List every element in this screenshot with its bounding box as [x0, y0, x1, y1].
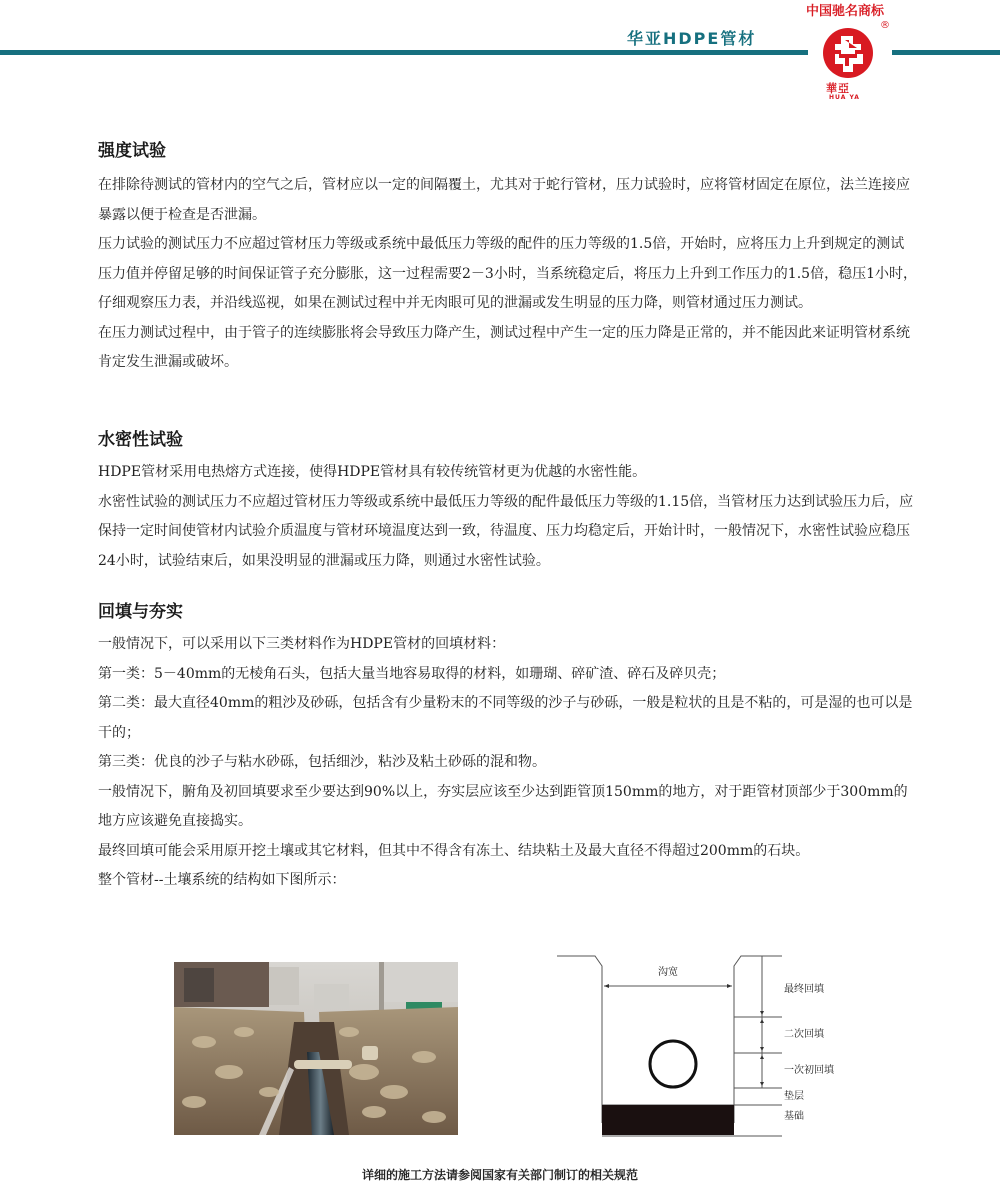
footer-note: 详细的施工方法请参阅国家有关部门制订的相关规范 — [361, 1168, 638, 1182]
section-body-watertight-test — [98, 458, 918, 576]
diagram-label-foundation: 基础 — [784, 1111, 804, 1122]
paragraph: 整个管材--土壤系统的结构如下图所示： — [98, 872, 346, 888]
paragraph: 压力试验的测试压力不应超过管材压力等级或系统中最低压力等级的配件的压力等级的1.5倍，开始时，应将压力上升到规定的测试压力值并停留足够的时间保证管子充分膨胀，这一过程需要2－3小时，当系统稳定后，将压力上升到工作压力的1.5倍，稳压1小时，仔细观察压力表，并沿线巡视，如果在测试过程中并无肉眼可见的泄漏或发生明显的压力降，则管材通过压力测试。 — [98, 236, 917, 311]
diagram-label-initial-backfill: 一次初回填 — [784, 1065, 834, 1076]
diagram-label-trench-width: 沟宽 — [658, 967, 678, 978]
paragraph: 第三类：优良的沙子与粘水砂砾，包括细沙，粘沙及粘土砂砾的混和物。 — [98, 754, 546, 770]
paragraph: 在压力测试过程中，由于管子的连续膨胀将会导致压力降产生，测试过程中产生一定的压力降是正常的，并不能因此来证明管材系统肯定发生泄漏或破坏。 — [98, 324, 910, 370]
pipe-section — [650, 1041, 696, 1087]
section-title-strength-test: 强度试验 — [98, 141, 166, 161]
header-rule-right — [892, 50, 1000, 55]
brand-title: 华亚HDPE管材 — [627, 29, 757, 48]
section-body-backfill — [98, 630, 918, 896]
header-rule-left — [0, 50, 808, 55]
paragraph: 第一类：5－40mm的无棱角石头，包括大量当地容易取得的材料，如珊瑚、碎矿渣、碎石及碎贝壳； — [98, 665, 726, 682]
paragraph: 一般情况下，可以采用以下三类材料作为HDPE管材的回填材料： — [98, 636, 506, 652]
section-title-watertight-test: 水密性试验 — [98, 430, 183, 450]
registered-mark: ® — [880, 20, 890, 31]
diagram-label-bedding: 垫层 — [784, 1091, 804, 1102]
trench-photo — [174, 962, 458, 1135]
trench-cross-section-diagram — [552, 948, 862, 1138]
paragraph: 第二类：最大直径40mm的粗沙及砂砾，包括含有少量粉末的不同等级的沙子与砂砾，一般是粒状的且是不粘的，可是湿的也可以是干的； — [98, 695, 913, 741]
diagram-label-secondary-backfill: 二次回填 — [784, 1029, 824, 1040]
paragraph: 水密性试验的测试压力不应超过管材压力等级或系统中最低压力等级的配件最低压力等级的1.15倍，当管材压力达到试验压力后，应保持一定时间使管材内试验介质温度与管材环境温度达到一致，待温度、压力均稳定后，开始计时，一般情况下，水密性试验应稳压24小时，试验结束后，如果没明显的泄漏或压力降，则通过水密性试验。 — [98, 493, 914, 569]
logo-name-cn: 華亞 — [826, 82, 850, 95]
logo-name-en: HUA YA — [829, 94, 860, 101]
trench-right-wall — [734, 956, 782, 1123]
paragraph: 在排除待测试的管材内的空气之后，管材应以一定的间隔覆土，尤其对于蛇行管材，压力试验时，应将管材固定在原位，法兰连接应暴露以便于检查是否泄漏。 — [98, 177, 910, 223]
trench-left-wall — [557, 956, 602, 1123]
section-body-strength-test — [98, 171, 918, 378]
diagram-label-final-backfill: 最终回填 — [784, 984, 824, 995]
logo-top-text: 中国驰名商标 — [806, 4, 885, 19]
paragraph: 最终回填可能会采用原开挖土壤或其它材料，但其中不得含有冻土、结块粘土及最大直径不得超过200mm的石块。 — [98, 842, 810, 859]
paragraph: HDPE管材采用电热熔方式连接，使得HDPE管材具有较传统管材更为优越的水密性能。 — [98, 464, 647, 480]
foundation-block — [602, 1105, 734, 1135]
paragraph: 一般情况下，腑角及初回填要求至少要达到90%以上，夯实层应该至少达到距管顶150mm的地方，对于距管材顶部少于300mm的地方应该避免直接捣实。 — [98, 783, 908, 829]
section-title-backfill: 回填与夯实 — [98, 602, 183, 622]
logo-emblem-icon — [817, 24, 879, 86]
